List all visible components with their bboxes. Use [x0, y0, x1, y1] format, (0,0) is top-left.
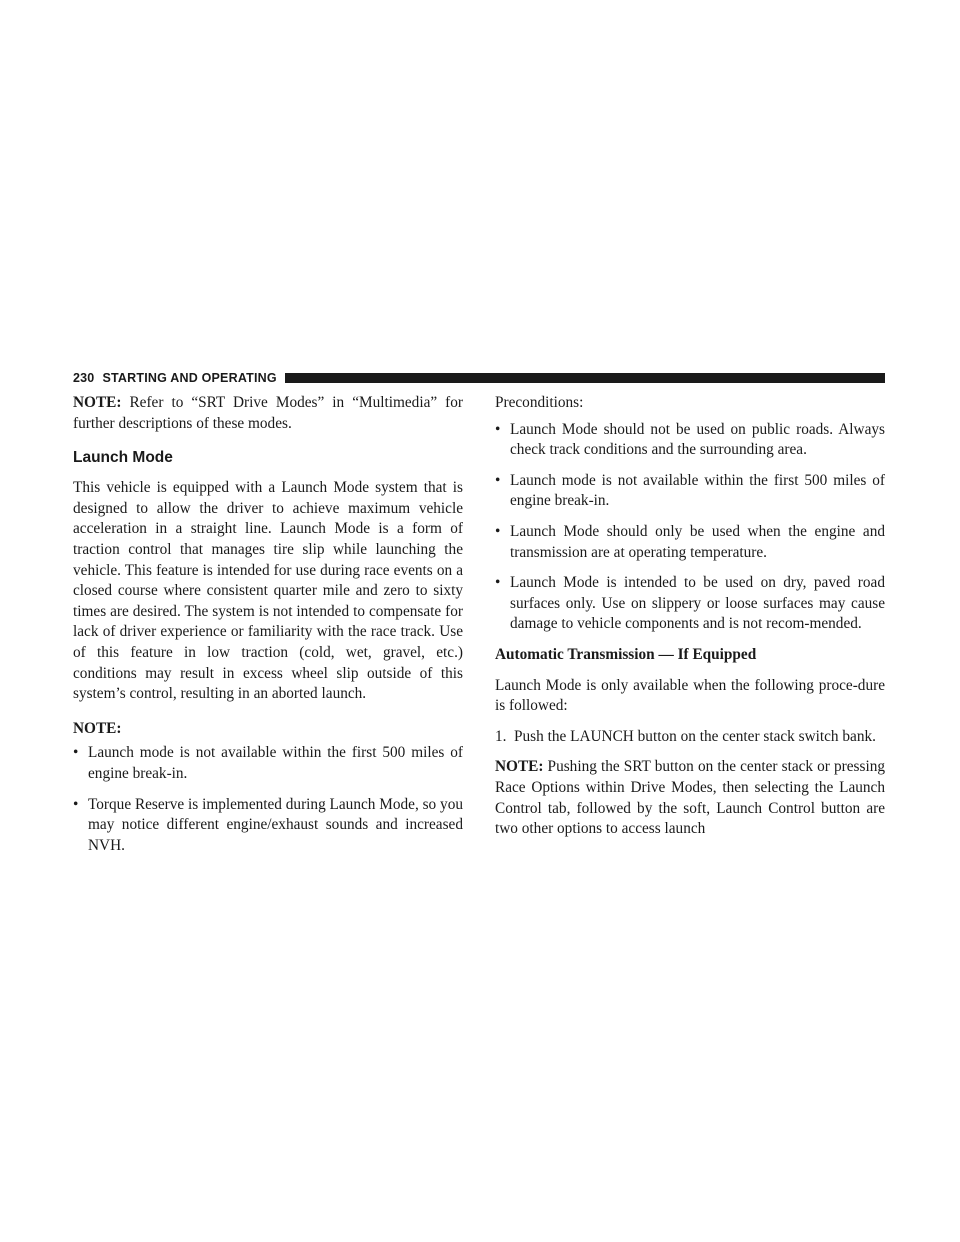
procedure-intro: Launch Mode is only available when the following proce-dure is followed:: [495, 676, 885, 715]
list-item-text: Launch Mode should only be used when the engine and transmission are at operating temperature.: [510, 522, 885, 561]
bullet-icon: •: [495, 471, 501, 489]
note-text: Pushing the SRT button on the center stack or pressing Race Options within Drive Modes, then selecting the Launch Control tab, followed by the soft, Launch Control button are two other options to access launch: [495, 758, 885, 838]
note-label: NOTE:: [73, 719, 122, 737]
left-column: [73, 393, 463, 866]
section-title: STARTING AND OPERATING: [102, 371, 277, 385]
list-item-text: Launch Mode should not be used on public roads. Always check track conditions and the surrounding area.: [510, 420, 885, 459]
list-item: [73, 743, 463, 784]
note-text: Refer to “SRT Drive Modes” in “Multimedia” for further descriptions of these modes.: [73, 394, 463, 432]
automatic-transmission-subheading: Automatic Transmission — If Equipped: [495, 645, 757, 663]
bullet-icon: •: [495, 420, 501, 438]
list-item-text: Launch mode is not available within the first 500 miles of engine break-in.: [510, 471, 885, 510]
list-item-text: Launch Mode is intended to be used on dry, paved road surfaces only. Use on slippery or loose surfaces may cause damage to vehicle components and is not recom-mended.: [510, 574, 885, 633]
note-refer-drive-modes: [73, 393, 463, 434]
bullet-icon: •: [73, 744, 79, 762]
list-item: [73, 795, 463, 857]
note-label: NOTE:: [495, 758, 544, 776]
step-text: Push the LAUNCH button on the center stack switch bank.: [514, 727, 876, 745]
list-item-text: Launch mode is not available within the first 500 miles of engine break-in.: [88, 744, 463, 782]
note-list: [73, 743, 463, 856]
note-label: NOTE:: [73, 394, 122, 411]
bullet-icon: •: [495, 522, 501, 540]
preconditions-label: Preconditions:: [495, 394, 584, 411]
procedure-step: [495, 727, 885, 748]
note-launch-access: [495, 757, 885, 839]
page-header: [73, 369, 885, 387]
bullet-icon: •: [495, 574, 501, 592]
right-column: [495, 393, 885, 850]
preconditions-list: [495, 420, 885, 635]
list-item-text: Torque Reserve is implemented during Launch Mode, so you may notice different engine/exhaust sounds and increased NVH.: [88, 795, 463, 854]
bullet-icon: •: [73, 795, 79, 813]
launch-mode-intro: This vehicle is equipped with a Launch Mode system that is designed to allow the driver to achieve maximum vehicle acceleration in a straight line. Launch Mode is a form of traction control that manages tire slip while launching the vehicle. This feature is intended for use during race events on a closed course where consistent quarter mile and zero to sixty times are desired. The system is not intended to compensate for lack of driver experience or familiarity with the race track. Use of this feature in low traction (cold, wet, gravel, etc.) conditions may result in excess wheel slip outside of this system’s control, resulting in an aborted launch.: [73, 479, 463, 703]
page-number: 230: [73, 371, 95, 385]
list-item: [495, 420, 885, 461]
launch-mode-heading: Launch Mode: [73, 449, 173, 467]
step-number: 1.: [495, 727, 507, 745]
list-item: [495, 522, 885, 563]
list-item: [495, 471, 885, 512]
list-item: [495, 573, 885, 635]
header-rule: [285, 373, 885, 383]
